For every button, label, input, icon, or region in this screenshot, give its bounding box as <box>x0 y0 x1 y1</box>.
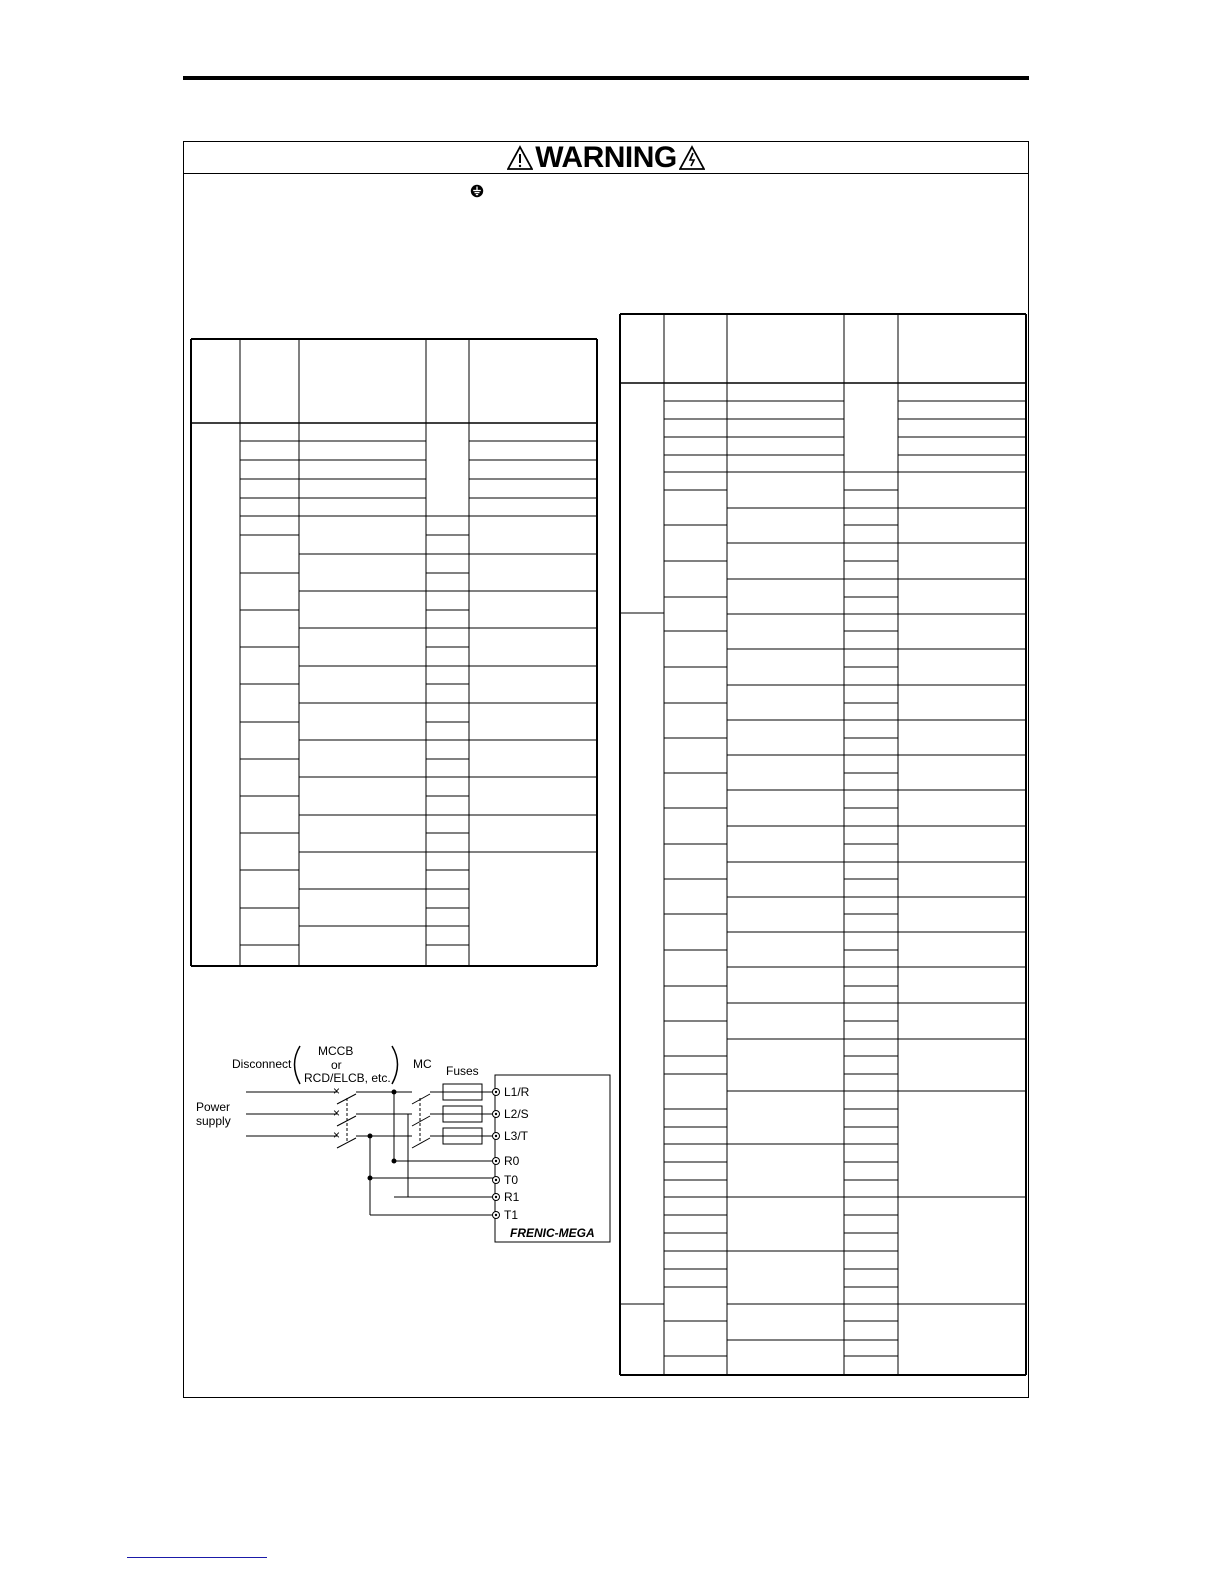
terminal-center <box>495 1160 497 1162</box>
disconnect-label: Disconnect <box>232 1057 292 1071</box>
terminal-center <box>495 1135 497 1137</box>
terminal-label: L3/T <box>504 1129 529 1143</box>
footer-link-rule <box>127 1557 267 1558</box>
fuses-label: Fuses <box>446 1064 479 1078</box>
mccb-label: MCCB <box>318 1044 354 1058</box>
or-label: or <box>331 1058 342 1072</box>
terminal-center <box>495 1179 497 1181</box>
svg-text:×: × <box>333 1128 341 1142</box>
warning-title: WARNING <box>535 140 677 174</box>
terminal-label: T1 <box>504 1208 519 1222</box>
svg-text:×: × <box>333 1084 341 1098</box>
terminal-center <box>495 1091 497 1093</box>
terminal-label: R1 <box>504 1190 520 1204</box>
terminal-label: L1/R <box>504 1085 530 1099</box>
supply-label: supply <box>196 1114 231 1128</box>
mc-label: MC <box>413 1057 432 1071</box>
terminal-center <box>495 1214 497 1216</box>
terminal-label: R0 <box>504 1154 520 1168</box>
power-label: Power <box>196 1100 231 1114</box>
terminal-center <box>495 1113 497 1115</box>
rcd-label: RCD/ELCB, etc. <box>304 1071 391 1085</box>
product-name: FRENIC-MEGA <box>510 1226 595 1240</box>
terminal-center <box>495 1196 497 1198</box>
terminal-label: T0 <box>504 1173 519 1187</box>
svg-text:×: × <box>333 1106 341 1120</box>
terminal-label: L2/S <box>504 1107 529 1121</box>
